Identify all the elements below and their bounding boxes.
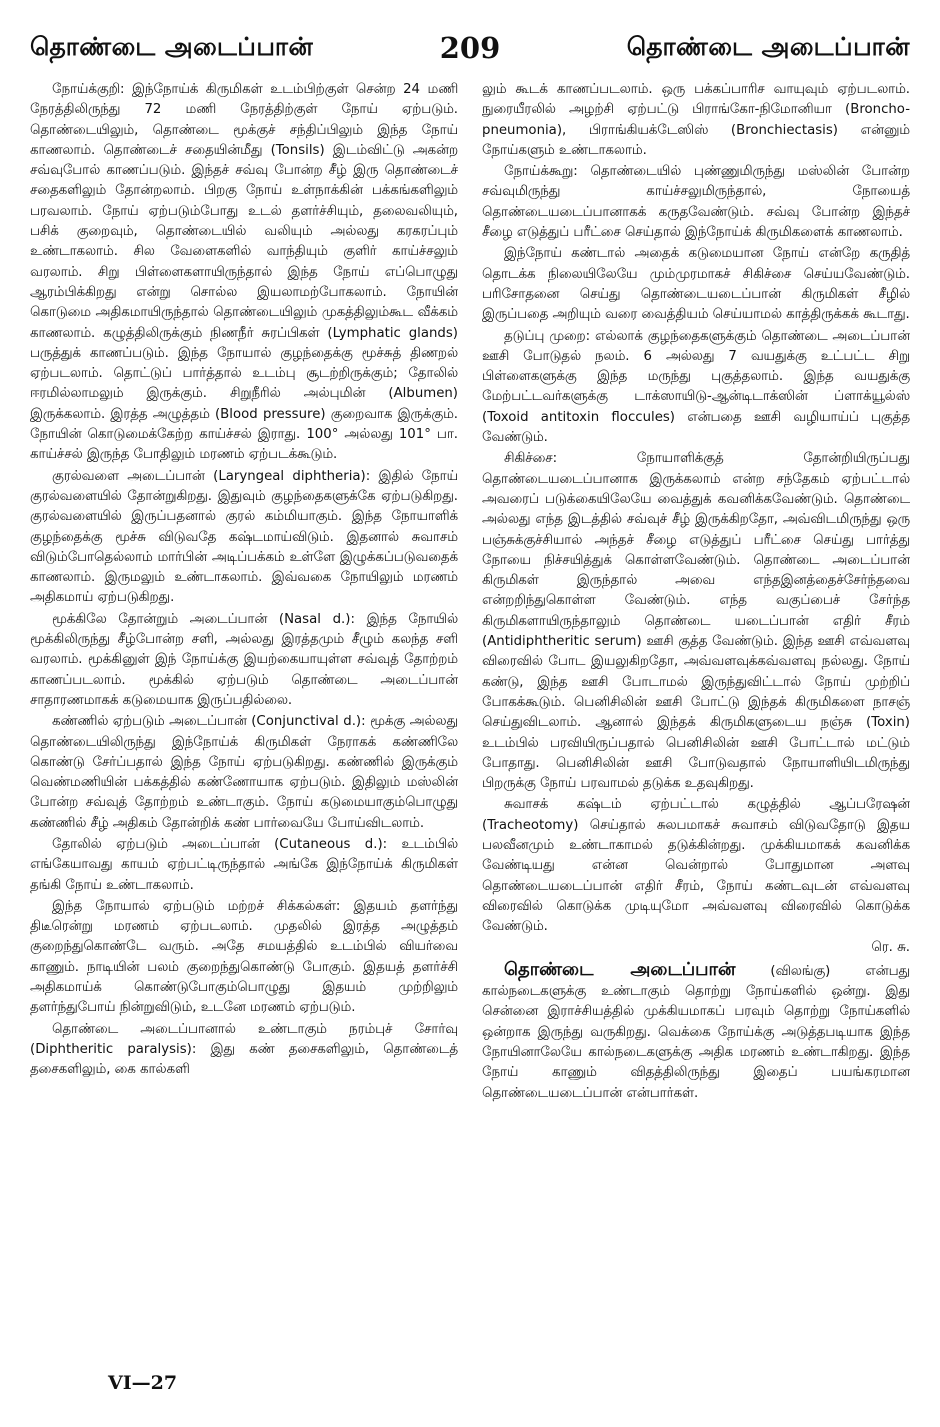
- paragraph-continuation: லும் கூடக் காணப்படலாம். ஒரு பக்கப்பாரிச வாயுவும் ஏற்படலாம். நுரையீரலில் அழற்சி ஏற்பட்டு பிராங்கோ-நிமோனியா (Broncho-pneumonia), பிராங்கியக்டேஸிஸ் (Bronchiectasis) என்னும் நோய்களும் உண்டாகலாம்.: [482, 82, 910, 158]
- entry-text: என்பது கால்நடைகளுக்கு உண்டாகும் தொற்று நோய்களில் ஒன்று. இது சென்னை இராச்சியத்தில் முக்கியமாகப் பரவும் தொற்று நோய்களில் ஒன்றாக இருந்து வருகிறது. வெக்கை நோய்க்கு அடுத்தபடியாக இந்த நோயினாலேயே கால்நடைகளுக்கு அதிக மரணம் உண்டாகிறது. இந்த நோய் காணும் விதத்திலிருந்து இதைப் பயங்கரமான தொண்டையடைப்பான் என்பார்கள்.: [482, 963, 910, 1101]
- page-number: 209: [439, 31, 501, 65]
- entry-title: தொண்டை அடைப்பான்: [504, 958, 736, 980]
- running-head-left: தொண்டை அடைப்பான்: [30, 31, 314, 61]
- running-head-right: தொண்டை அடைப்பான்: [626, 31, 910, 61]
- paragraph-tracheotomy: சுவாசக் கஷ்டம் ஏற்பட்டால் கழுத்தில் ஆப்பரேஷன் (Tracheotomy) செய்தால் சுலபமாகச் சுவாசம் விடுவதோடு இதய பலவீனமும் உண்டாகாமல் தடுக்கின்றது. முக்கியமாகக் கவனிக்க வேண்டியது என்ன வென்றால் போதுமான அளவு தொண்டையடைப்பான் எதிர் சீரம், நோய் கண்டவுடன் எவ்வளவு விரைவில் கொடுக்க முடியுமோ அவ்வளவு விரைவில் கொடுக்க வேண்டும்.: [482, 797, 910, 935]
- paragraph-urgency: இந்நோய் கண்டால் அதைக் கடுமையான நோய் என்றே கருதித் தொடக்க நிலையிலேயே மும்முரமாகச் சிகிச்சை செய்யவேண்டும். பரிசோதனை செய்து தொண்டையடைப்பான் கிருமிகள் சீழில் இருப்பதை அறியும் வரை வைத்தியம் செய்யாமல் காத்திருக்கக் கூடாது.: [482, 246, 910, 323]
- paragraph-prevention: தடுப்பு முறை: எல்லாக் குழந்தைகளுக்கும் தொண்டை அடைப்பான் ஊசி போடுதல் நலம். 6 அல்லது 7 வயதுக்கு உட்பட்ட சிறு பிள்ளைகளுக்கு இந்த மருந்து புகுத்தலாம். இந்த வயதுக்கு மேற்பட்டவர்களுக்கு டாக்ஸாயிடு-ஆன்டிடாக்ஸின் ப்ளாக்யூல்ஸ் (Toxoid antitoxin floccules) என்பதை ஊசி வழியாய்ப் புகுத்த வேண்டும்.: [482, 328, 910, 446]
- paragraph-paralysis: தொண்டை அடைப்பானால் உண்டாகும் நரம்புச் சோர்வு (Diphtheritic paralysis): இது கண் தசைகளிலும், தொண்டைத் தசைகளிலும், கை கால்களி: [30, 1021, 458, 1078]
- paragraph-symptoms: நோய்க்குறி: இந்நோய்க் கிருமிகள் உடம்பிற்குள் சென்ற 24 மணி நேரத்திலிருந்து 72 மணி நேரத்திற்குள் நோய் ஏற்படும். தொண்டையிலும், தொண்டை மூக்குச் சந்திப்பிலும் இந்த நோய் காணலாம். தொண்டைச் சதையின்மீது (Tonsils) இடம்விட்டு அகன்ற சவ்வுபோல் காணப்படும். இந்தச் சவ்வு போன்ற சீழ் இரு தொண்டைச் சதைகளிலும் தோன்றலாம். பிறகு நோய் உள்நாக்கின் பக்கங்களிலும் பரவலாம். நோய் ஏற்படும்போது உடல் தளர்ச்சியும், தலைவலியும், பசிக் குறைவும், தொண்டையில் வலியும் அல்லது கரகரப்பும் உண்டாகலாம். சில வேளைகளில் வாந்தியும் குளிர் காய்ச்சலும் வரலாம். சிறு பிள்ளைகளாயிருந்தால் இந்த நோய் எப்பொழுது ஆரம்பிக்கிறது என்று சொல்ல இயலாமற்போகலாம். நோயின் கொடுமை அதிகமாயிருந்தால் தொண்டையிலும் முகத்திலும்கூட வீக்கம் காணலாம். கழுத்திலிருக்கும் நிணநீர் சுரப்பிகள் (Lymphatic glands) பருத்துக் காணப்படும். இந்த நோயால் குழந்தைக்கு மூச்சுத் திணறல் ஏற்படலாம். தொட்டுப் பார்த்தால் உடம்பு சூடற்றிருக்கும்; தோலில் ஈரமில்லாமலும் இருக்கும். சிறுநீரில் அல்புமின் (Albumen) இருக்கலாம். இரத்த அழுத்தம் (Blood pressure) குறைவாக இருக்கும். நோயின் கொடுமைக்கேற்ற காய்ச்சல் இராது. 100° அல்லது 101° பா. காய்ச்சல் இருந்த போதிலும் மரணம் ஏற்படக்கூடும்.: [30, 82, 458, 463]
- entry-qualifier: (விலங்கு): [770, 963, 831, 979]
- paragraph-diagnosis: நோய்க்கூறு: தொண்டையில் புண்ணுமிருந்து மஸ்லின் போன்ற சவ்வுமிருந்து காய்ச்சலுமிருந்தால், நோயைத் தொண்டையடைப்பானாகக் கருதவேண்டும். சவ்வு போன்ற இந்தச் சீழை எடுத்துப் பரீட்சை செய்தால் இந்நோய்க் கிருமிகளைக் காணலாம்.: [482, 164, 910, 241]
- volume-signature-mark: VI—27: [108, 1372, 178, 1394]
- paragraph-nasal: மூக்கிலே தோன்றும் அடைப்பான் (Nasal d.): இந்த நோயில் மூக்கிலிருந்து சீழ்போன்ற சளி, அல்லது இரத்தமும் சீழும் கலந்த சளி வரலாம். மூக்கினுள் இந் நோய்க்கு இயற்கையாயுள்ள சவ்வுத் தோற்றம் காணப்படலாம். மூக்கில் ஏற்படும் தொண்டை அடைப்பான் சாதாரணமாகக் கடுமையாக இருப்பதில்லை.: [30, 611, 458, 708]
- page-header: [30, 28, 910, 68]
- paragraph-laryngeal: குரல்வளை அடைப்பான் (Laryngeal diphtheria): இதில் நோய் குரல்வளையில் தோன்றுகிறது. இதுவும் குழந்தைகளுக்கே ஏற்படுகிறது. குரல்வளையில் இருப்பதனால் குரல் கம்மியாகும். இந்த நோயாளிக் குழந்தைக்கு மூச்சு விடுவதே கஷ்டமாய்விடும். இதனால் சுவாசம் விடும்போதெல்லாம் மார்பின் அடிப்பக்கம் உள்ளே இழுக்கப்படுவதைக் காணலாம். இருமலும் உண்டாகலாம். இவ்வகை நோயிலும் மரணம் அதிகமாய் ஏற்படுகிறது.: [30, 468, 458, 606]
- paragraph-cutaneous: தோலில் ஏற்படும் அடைப்பான் (Cutaneous d.): உடம்பில் எங்கேயாவது காயம் ஏற்பட்டிருந்தால் அங்கே இந்நோய்க் கிருமிகள் தங்கி நோய் உண்டாகலாம்.: [30, 836, 458, 893]
- article-body: [30, 80, 910, 1370]
- paragraph-complications: இந்த நோயால் ஏற்படும் மற்றச் சிக்கல்கள்: இதயம் தளர்ந்து திடீரென்று மரணம் ஏற்படலாம். முதலில் இரத்த அழுத்தம் குறைந்துகொண்டே வரும். அதே சமயத்தில் உடம்பில் வியர்வை காணும். நாடியின் பலம் குறைந்துகொண்டு போகும். இதயத் தளர்ச்சி அதிகமாய்க் கொண்டுபோகும்பொழுது இதயம் முற்றிலும் தளர்ந்துபோய் நின்றுவிடும், உடனே மரணம் ஏற்படும்.: [30, 898, 458, 1016]
- paragraph-animal-entry: [482, 960, 910, 1104]
- author-signature: ரெ. சு.: [871, 940, 910, 956]
- left-column: [30, 80, 458, 1370]
- right-column: [482, 80, 910, 1370]
- paragraph-conjunctival: கண்ணில் ஏற்படும் அடைப்பான் (Conjunctival d.): மூக்கு அல்லது தொண்டையிலிருந்து இந்நோய்க் கிருமிகள் நேராகக் கண்ணிலே கொண்டு சேர்ப்பதால் இந்த நோய் ஏற்படுகிறது. கண்ணில் இருக்கும் வெண்மணியின் பக்கத்தில் கண்ணோயாக ஏற்படும். இதிலும் மஸ்லின் போன்ற சவ்வுத் தோற்றம் உண்டாகும். நோய் கடுமையாகும்பொழுது கண்ணில் சீழ் அதிகம் தோன்றிக் கண் பார்வையே போய்விடலாம்.: [30, 714, 458, 831]
- paragraph-treatment: சிகிச்சை: நோயாளிக்குத் தோன்றியிருப்பது தொண்டையடைப்பானாக இருக்கலாம் என்ற சந்தேகம் ஏற்பட்டால் அவரைப் படுக்கையிலேயே வைத்துக் கவனிக்கவேண்டும். தொண்டை அல்லது எந்த இடத்தில் சவ்வுச் சீழ் இருக்கிறதோ, அவ்விடமிருந்து ஒரு பஞ்சுக்குச்சியால் அந்தச் சீழை எடுத்துப் பரீட்சை செய்து பார்த்து நோயை நிச்சயித்துக் கொள்ளவேண்டும். தொண்டை அடைப்பான் கிருமிகள் இருந்தால் அவை எந்தஇனத்தைச்சேர்ந்தவை என்றறிந்துகொள்ள வேண்டும். எந்த வகுப்பைச் சேர்ந்த கிருமிகளாயிருந்தாலும் தொண்டை யடைப்பான் எதிர் சீரம் (Antidiphtheritic serum) ஊசி குத்த வேண்டும். இந்த ஊசி எவ்வளவு விரைவில் போட இயலுகிறதோ, அவ்வளவுக்கவ்வளவு நல்லது. நோய் கண்டு, இந்த ஊசி போடாமல் இருந்துவிட்டால் நோய் முற்றிப் போகக்கூடும். பெனிசிலின் ஊசி போட்டு இந்தக் கிருமிகளை நாசஞ் செய்துவிடலாம். ஆனால் இந்தக் கிருமிகளுடைய நஞ்சு (Toxin) உடம்பில் பரவியிருப்பதால் பெனிசிலின் ஊசி போட்டால் மட்டும் போதாது. பெனிசிலின் ஊசி போடுவதால் நோயாளியிடமிருந்து பிறருக்கு நோய் பரவாமல் தடுக்க உதவுகிறது.: [482, 451, 910, 792]
